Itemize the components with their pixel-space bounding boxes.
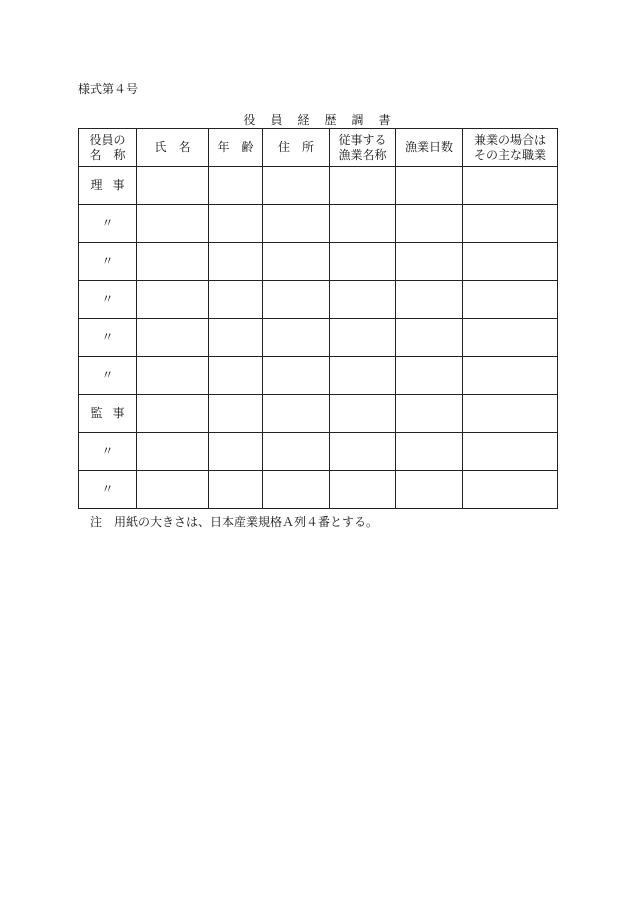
side-job-cell[interactable] <box>463 205 558 243</box>
age-cell[interactable] <box>209 395 263 433</box>
header-fishery-name <box>330 129 396 167</box>
fishery-days-cell[interactable] <box>396 357 463 395</box>
table-row <box>79 167 558 205</box>
fishery-days-cell[interactable] <box>396 319 463 357</box>
side-job-cell[interactable] <box>463 319 558 357</box>
name-cell[interactable] <box>137 319 209 357</box>
footnote <box>90 514 378 530</box>
header-full-name-label: 氏 名 <box>154 140 191 154</box>
footnote-mark: 注 <box>90 515 103 529</box>
table-row <box>79 395 558 433</box>
fishery-days-cell[interactable] <box>396 395 463 433</box>
table-row <box>79 243 558 281</box>
age-cell[interactable] <box>209 433 263 471</box>
table-header-row <box>79 129 558 167</box>
header-age <box>209 129 263 167</box>
fishery-days-cell[interactable] <box>396 471 463 509</box>
address-cell[interactable] <box>263 167 330 205</box>
header-age-label: 年 齢 <box>217 140 254 154</box>
role-cell: 理事 <box>79 167 137 205</box>
table-row <box>79 205 558 243</box>
name-cell[interactable] <box>137 167 209 205</box>
address-cell[interactable] <box>263 395 330 433</box>
role-cell: 〃 <box>79 281 137 319</box>
fishery-name-cell[interactable] <box>330 395 396 433</box>
fishery-days-cell[interactable] <box>396 167 463 205</box>
header-side-job <box>463 129 558 167</box>
role-cell: 〃 <box>79 243 137 281</box>
header-role-name <box>79 129 137 167</box>
address-cell[interactable] <box>263 281 330 319</box>
role-cell: 〃 <box>79 433 137 471</box>
fishery-name-cell[interactable] <box>330 243 396 281</box>
address-cell[interactable] <box>263 205 330 243</box>
header-fishery-days-label: 漁業日数 <box>404 140 453 154</box>
header-fishery-name-line1: 従事する <box>338 132 387 147</box>
address-cell[interactable] <box>263 471 330 509</box>
fishery-days-cell[interactable] <box>396 433 463 471</box>
fishery-days-cell[interactable] <box>396 243 463 281</box>
address-cell[interactable] <box>263 433 330 471</box>
header-full-name <box>137 129 209 167</box>
role-cell: 〃 <box>79 471 137 509</box>
role-cell: 〃 <box>79 319 137 357</box>
age-cell[interactable] <box>209 205 263 243</box>
age-cell[interactable] <box>209 357 263 395</box>
name-cell[interactable] <box>137 281 209 319</box>
officer-history-table <box>78 128 558 509</box>
name-cell[interactable] <box>137 471 209 509</box>
header-role-name-line2: 名 称 <box>89 147 126 162</box>
side-job-cell[interactable] <box>463 471 558 509</box>
side-job-cell[interactable] <box>463 395 558 433</box>
role-cell: 〃 <box>79 205 137 243</box>
name-cell[interactable] <box>137 243 209 281</box>
fishery-name-cell[interactable] <box>330 319 396 357</box>
side-job-cell[interactable] <box>463 243 558 281</box>
fishery-days-cell[interactable] <box>396 281 463 319</box>
fishery-name-cell[interactable] <box>330 281 396 319</box>
table-row <box>79 471 558 509</box>
address-cell[interactable] <box>263 319 330 357</box>
header-fishery-days <box>396 129 463 167</box>
role-cell: 〃 <box>79 357 137 395</box>
age-cell[interactable] <box>209 243 263 281</box>
age-cell[interactable] <box>209 167 263 205</box>
footnote-text: 用紙の大きさは、日本産業規格Ａ列４番とする。 <box>114 515 379 529</box>
age-cell[interactable] <box>209 471 263 509</box>
name-cell[interactable] <box>137 357 209 395</box>
name-cell[interactable] <box>137 205 209 243</box>
side-job-cell[interactable] <box>463 357 558 395</box>
form-number: 様式第４号 <box>78 82 139 96</box>
name-cell[interactable] <box>137 395 209 433</box>
age-cell[interactable] <box>209 281 263 319</box>
header-address-label: 住 所 <box>277 140 314 154</box>
table-row <box>79 433 558 471</box>
side-job-cell[interactable] <box>463 167 558 205</box>
age-cell[interactable] <box>209 319 263 357</box>
side-job-cell[interactable] <box>463 433 558 471</box>
header-side-job-line2: その主な職業 <box>473 147 546 162</box>
fishery-name-cell[interactable] <box>330 205 396 243</box>
address-cell[interactable] <box>263 357 330 395</box>
table-row <box>79 357 558 395</box>
side-job-cell[interactable] <box>463 281 558 319</box>
header-role-name-line1: 役員の <box>89 132 126 147</box>
header-address <box>263 129 330 167</box>
fishery-name-cell[interactable] <box>330 433 396 471</box>
fishery-name-cell[interactable] <box>330 471 396 509</box>
name-cell[interactable] <box>137 433 209 471</box>
fishery-name-cell[interactable] <box>330 167 396 205</box>
header-fishery-name-line2: 漁業名称 <box>338 147 387 162</box>
fishery-name-cell[interactable] <box>330 357 396 395</box>
header-side-job-line1: 兼業の場合は <box>473 132 546 147</box>
table-row <box>79 281 558 319</box>
table-row <box>79 319 558 357</box>
fishery-days-cell[interactable] <box>396 205 463 243</box>
document-title: 役員経歴調書 <box>243 113 406 127</box>
role-cell: 監事 <box>79 395 137 433</box>
address-cell[interactable] <box>263 243 330 281</box>
